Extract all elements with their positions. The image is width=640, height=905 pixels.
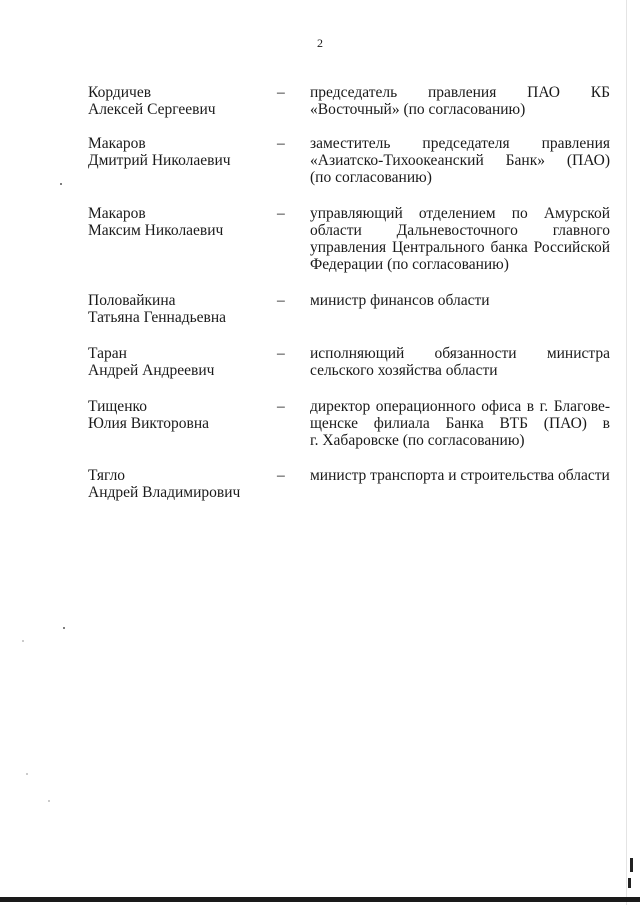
person-name (88, 205, 268, 239)
person-name (88, 467, 268, 501)
position-description (310, 135, 610, 186)
person-name (88, 135, 268, 169)
position-line: г. Хабаровске (по согласованию) (310, 432, 525, 449)
position-description (310, 84, 610, 118)
position-line: области Дальневосточного главного (310, 222, 610, 239)
position-description (310, 398, 610, 449)
position-line: председатель правления ПАО КБ (310, 84, 610, 101)
position-line: «Восточный» (по согласованию) (310, 101, 526, 118)
position-description (310, 205, 610, 273)
position-line: министр транспорта и строительства области (310, 467, 610, 484)
given-names: Дмитрий Николаевич (88, 152, 231, 169)
scan-speck (48, 800, 50, 802)
position-line: «Азиатско-Тихоокеанский Банк» (ПАО) (310, 152, 610, 169)
position-line: Федерации (по согласованию) (310, 256, 509, 273)
scan-speck (63, 627, 65, 629)
scan-edge-mark (628, 878, 631, 888)
position-description (310, 467, 610, 484)
dash: – (277, 135, 285, 152)
dash: – (277, 292, 285, 309)
position-line: управляющий отделением по Амурской (310, 205, 610, 222)
scan-speck (22, 640, 24, 642)
position-line: сельского хозяйства области (310, 362, 498, 379)
person-name (88, 398, 268, 432)
scan-bottom-edge (0, 897, 640, 902)
surname: Кордичев (88, 84, 152, 101)
dash: – (277, 345, 285, 362)
position-line: (по согласованию) (310, 169, 432, 186)
person-name (88, 345, 268, 379)
position-description (310, 345, 610, 379)
given-names: Алексей Сергеевич (88, 101, 216, 118)
surname: Половайкина (88, 292, 176, 309)
person-name (88, 292, 268, 326)
scan-edge-line (626, 0, 627, 905)
position-line: управления Центрального банка Российской (310, 239, 610, 256)
dash: – (277, 398, 285, 415)
scan-edge-mark (630, 858, 633, 872)
given-names: Андрей Владимирович (88, 484, 241, 501)
position-line: исполняющий обязанности министра (310, 345, 610, 362)
given-names: Максим Николаевич (88, 222, 224, 239)
position-description (310, 292, 610, 309)
position-line: министр финансов области (310, 292, 490, 309)
surname: Тягло (88, 467, 126, 484)
scan-speck (26, 773, 28, 775)
page-number: 2 (317, 36, 323, 50)
person-name (88, 84, 268, 118)
surname: Тищенко (88, 398, 147, 415)
dash: – (277, 205, 285, 222)
position-line: директор операционного офиса в г. Благове- (310, 398, 610, 415)
given-names: Андрей Андреевич (88, 362, 215, 379)
surname: Таран (88, 345, 127, 362)
surname: Макаров (88, 205, 146, 222)
surname: Макаров (88, 135, 146, 152)
dash: – (277, 84, 285, 101)
position-line: щенске филиала Банка ВТБ (ПАО) в (310, 415, 610, 432)
dash: – (277, 467, 285, 484)
given-names: Татьяна Геннадьевна (88, 309, 227, 326)
given-names: Юлия Викторовна (88, 415, 210, 432)
scan-speck (60, 183, 62, 185)
position-line: заместитель председателя правления (310, 135, 610, 152)
